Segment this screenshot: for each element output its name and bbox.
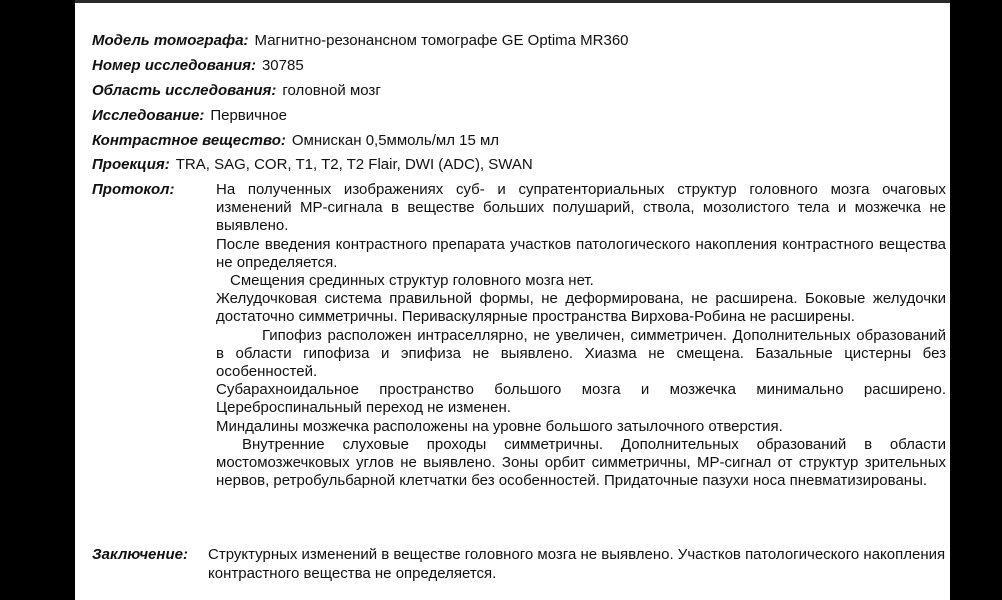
protocol-paragraph: На полученных изображениях суб- и супратенториальных структур головного мозга очаговых изменений МР-сигнала в веществе больших полушарий, ствола, мозолистого тела и мозжечка не выявлено. xyxy=(216,181,946,235)
conclusion-label: Заключение: xyxy=(92,546,188,563)
field-label: Модель томографа: xyxy=(92,32,249,49)
document-page xyxy=(75,0,950,600)
field-contrast xyxy=(92,131,499,150)
field-label: Контрастное вещество: xyxy=(92,132,286,149)
protocol-paragraph: Внутренние слуховые проходы симметричны. Дополнительных образований в области мостомозжечковых углов не выявлено. Зоны орбит симметричны, МР-сигнал от структур зрительных нервов, ретробульбарной клетчатки без особенностей. Придаточные пазухи носа пневматизированы. xyxy=(216,435,946,490)
protocol-paragraph: Субарахноидальное пространство большого мозга и мозжечка минимально расширено. Цереброспинальный переход не изменен. xyxy=(216,381,946,417)
field-label: Исследование: xyxy=(92,107,205,124)
field-value: Омнискан 0,5ммоль/мл 15 мл xyxy=(291,132,500,149)
page-top-border xyxy=(75,0,950,3)
protocol-paragraph: Гипофиз расположен интраселлярно, не увеличен, симметричен. Дополнительных образований в области гипофиза и эпифиза не выявлено. Хиазма не смещена. Базальные цистерны без особенностей. xyxy=(216,326,946,381)
field-value: Магнитно-резонансном томографе GE Optima MR360 xyxy=(254,32,629,49)
field-label: Номер исследования: xyxy=(92,57,256,74)
field-area xyxy=(92,81,381,100)
field-label: Область исследования: xyxy=(92,82,277,99)
field-study xyxy=(92,106,287,125)
field-value: TRA, SAG, COR, T1, T2, T2 Flair, DWI (ADC), SWAN xyxy=(175,156,533,173)
field-value: 30785 xyxy=(261,57,304,74)
field-model xyxy=(92,31,629,50)
protocol-body xyxy=(216,181,946,490)
field-projection xyxy=(92,155,533,174)
protocol-paragraph: Миндалины мозжечка расположены на уровне большого затылочного отверстия. xyxy=(216,417,783,435)
field-label: Проекция: xyxy=(92,156,170,173)
protocol-paragraph: Смещения срединных структур головного мозга нет. xyxy=(230,272,594,290)
conclusion-body xyxy=(208,545,948,583)
field-study-number xyxy=(92,56,304,75)
protocol-paragraph: После введения контрастного препарата участков патологического накопления контрастного вещества не определяется. xyxy=(216,235,946,271)
field-value: Первичное xyxy=(210,107,287,124)
protocol-label: Протокол: xyxy=(92,181,175,198)
field-value: головной мозг xyxy=(282,82,381,99)
protocol-paragraph: Желудочковая система правильной формы, не деформирована, не расширена. Боковые желудочки достаточно симметричны. Периваскулярные пространства Вирхова-Робина не расширены. xyxy=(216,290,946,326)
conclusion-text: Структурных изменений в веществе головного мозга не выявлено. Участков патологического накопления контрастного вещества не определяется. xyxy=(208,546,946,582)
